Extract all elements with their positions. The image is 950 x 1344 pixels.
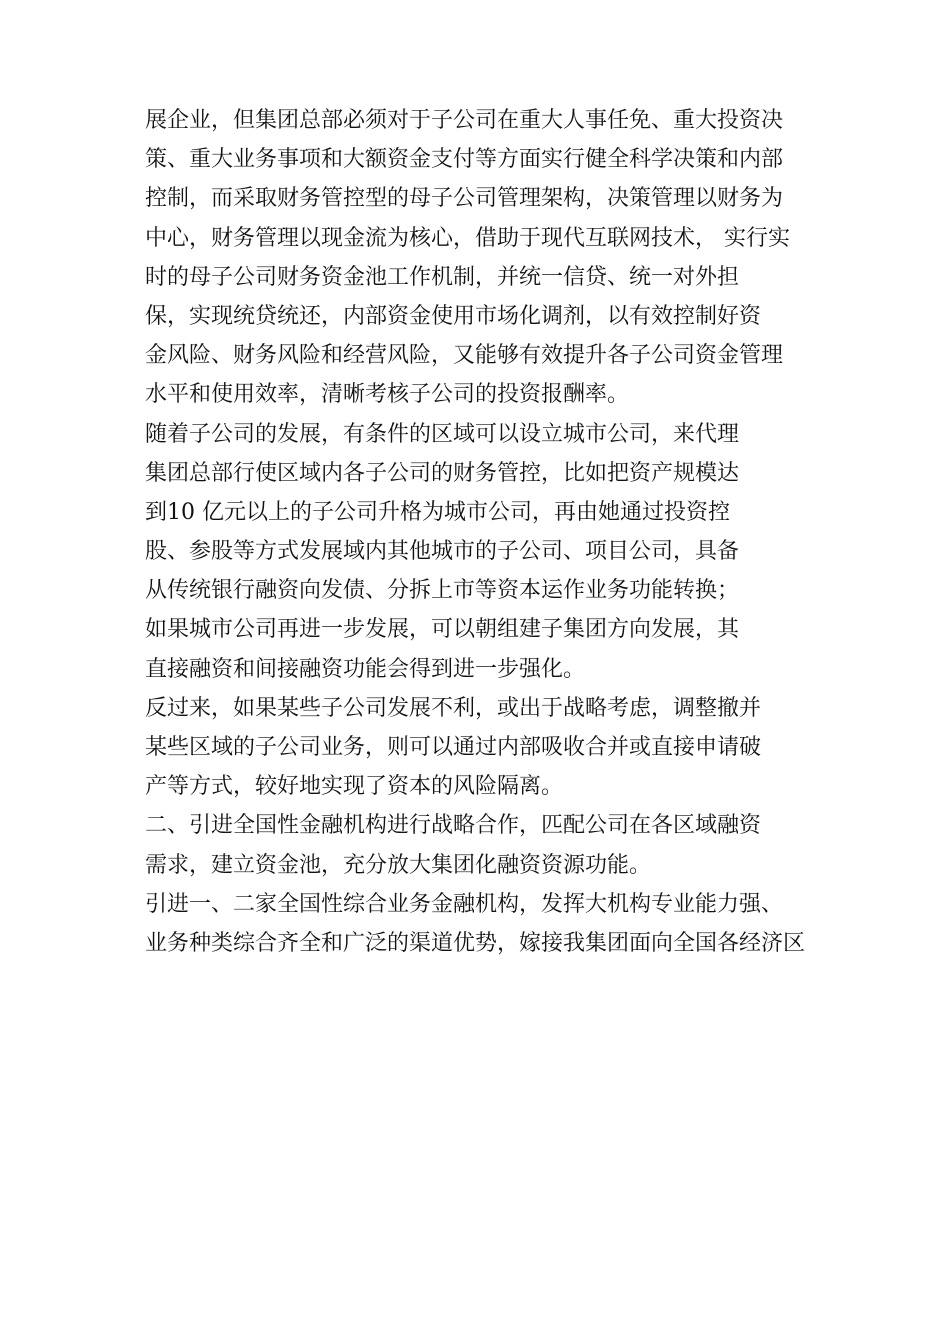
text-line: 水平和使用效率，清晰考核子公司的投资报酬率。 xyxy=(145,382,630,408)
text-line: 控制，而采取财务管控型的母子公司管理架构，决策管理以财务为 xyxy=(145,186,784,212)
text-line: 随着子公司的发展，有条件的区域可以设立城市公司，来代理 xyxy=(145,421,740,447)
text-line: 集团总部行使区域内各子公司的财务管控，比如把资产规模达 xyxy=(145,460,740,486)
document-body xyxy=(145,101,825,963)
text-line: 引进一、二家全国性综合业务金融机构，发挥大机构专业能力强、 xyxy=(145,891,784,917)
text-line: 反过来，如果某些子公司发展不利，或出于战略考虑，调整撤并 xyxy=(145,695,762,721)
text-line: 时的母子公司财务资金池工作机制，并统一信贷、统一对外担 xyxy=(145,264,740,290)
text-line: 二、引进全国性金融机构进行战略合作，匹配公司在各区域融资 xyxy=(145,813,762,839)
text-line: 金风险、财务风险和经营风险，又能够有效提升各子公司资金管理 xyxy=(145,343,784,369)
text-line: 展企业，但集团总部必须对于子公司在重大人事任免、重大投资决 xyxy=(145,108,784,133)
text-line: 保，实现统贷统还，内部资金使用市场化调剂，以有效控制好资 xyxy=(145,303,762,329)
text-line: 到10 亿元以上的子公司升格为城市公司，再由她通过投资控 xyxy=(145,499,730,525)
text-line: 直接融资和间接融资功能会得到进一步强化。 xyxy=(145,656,586,682)
text-line: 业务种类综合齐全和广泛的渠道优势，嫁接我集团面向全国各经济区 xyxy=(145,930,806,956)
text-line: 中心，财务管理以现金流为核心，借助于现代互联网技术， 实行实 xyxy=(145,225,790,251)
text-line: 从传统银行融资向发债、分拆上市等资本运作业务功能转换； xyxy=(145,578,740,604)
text-line: 产等方式，较好地实现了资本的风险隔离。 xyxy=(145,774,564,800)
text-line: 如果城市公司再进一步发展，可以朝组建子集团方向发展，其 xyxy=(145,617,740,643)
text-line: 某些区域的子公司业务，则可以通过内部吸收合并或直接申请破 xyxy=(145,735,762,760)
text-line: 策、重大业务事项和大额资金支付等方面实行健全科学决策和内部 xyxy=(145,147,784,173)
text-line: 需求，建立资金池，充分放大集团化融资资源功能。 xyxy=(145,852,652,878)
text-line: 股、参股等方式发展域内其他城市的子公司、项目公司，具备 xyxy=(145,539,740,565)
